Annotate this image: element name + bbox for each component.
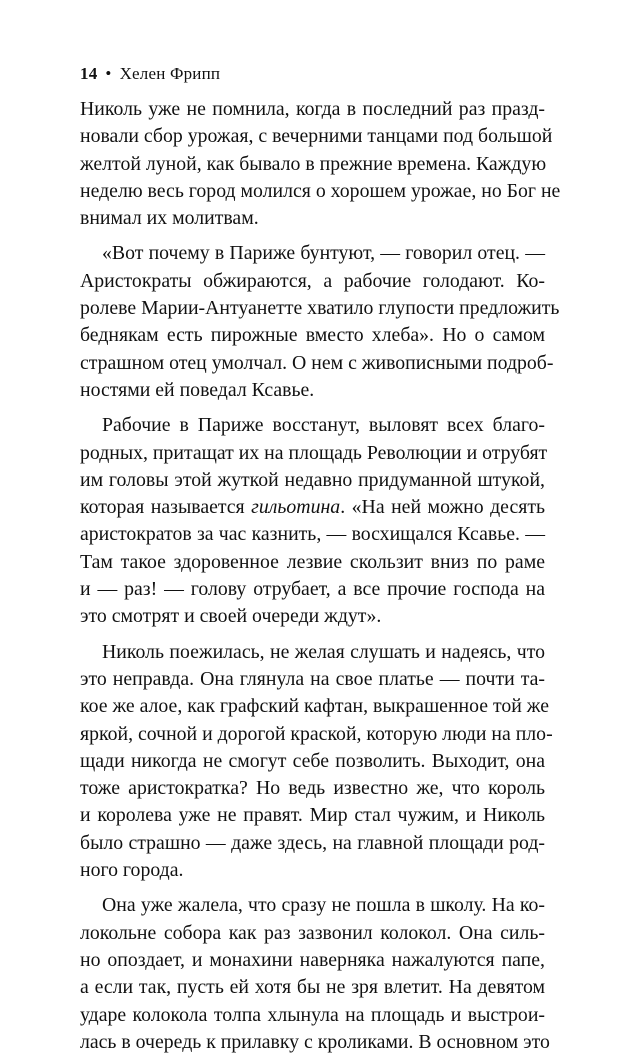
text-line: Там такое здоровенное лезвие скользит вниз по раме [80, 550, 545, 573]
text-line: ностями ей поведал Ксавье. [80, 378, 315, 401]
text-line: Николь уже не помнила, когда в последний раз празд- [80, 98, 545, 120]
paragraph-first-line: Она уже жалела, что сразу не пошла в школу. На ко- [102, 894, 545, 917]
paragraph-first-line: «Вот почему в Париже бунтуют, — говорил отец. — [102, 242, 545, 265]
text-line: аристократов за час казнить, — восхищался Ксавье. — [80, 523, 545, 546]
paragraph-first-line: Рабочие в Париже восстанут, выловят всех благо- [102, 414, 545, 437]
text-line: но опоздает, и монахини наверняка нажалуются папе, [80, 948, 545, 971]
text-line: желтой луной, как бывало в прежние времена. Каждую [80, 152, 547, 175]
text-line: страшном отец умолчал. О нем с живописными подроб- [80, 351, 554, 374]
text-line: тоже аристократка? Но ведь известно же, что король [80, 777, 545, 800]
text-line: локольне собора как раз зазвонил колокол. Она силь- [80, 921, 545, 944]
text-line: и — раз! — голову отрубает, а все прочие господа на [80, 578, 545, 601]
text-line: ролеве Марии-Антуанетте хватило глупости предложить [80, 297, 560, 320]
text-line: внимал их молитвам. [80, 207, 259, 230]
text-line [80, 494, 545, 521]
text-line: ударе колокола толпа хлынула на площадь и выстрои- [80, 1003, 545, 1026]
emphasized-word: гильотина [251, 496, 341, 519]
paragraph-first-line: Николь поежилась, не желая слушать и надеясь, что [102, 640, 545, 663]
author-name: Хелен Фрипп [119, 64, 221, 83]
text-line: родных, притащат их на площадь Революции и отрубят [80, 441, 548, 464]
text-line: а если так, пусть ей хотя бы не зря влетит. На девятом [80, 976, 545, 999]
running-header [80, 64, 220, 84]
body-text [80, 96, 561, 1056]
text-fragment: . «На ней можно десять [340, 496, 546, 519]
text-line: яркой, сочной и дорогой краской, которую люди на пло- [80, 722, 553, 745]
text-line: и королева уже не правят. Мир стал чужим, и Николь [80, 804, 545, 827]
text-line: щади никогда не смогут себе позволить. Выходит, она [80, 749, 545, 772]
text-line: было страшно — даже здесь, на главной площади род- [80, 831, 545, 854]
text-line: неделю весь город молился о хорошем урожае, но Бог не [80, 179, 561, 202]
header-separator: • [105, 64, 112, 83]
text-line: беднякам есть пирожные вместо хлеба». Но о самом [80, 324, 545, 347]
text-line: ного города. [80, 859, 184, 882]
text-line: лась в очередь к прилавку с кроликами. В основном это [80, 1030, 550, 1053]
text-line: кое же алое, как графский кафтан, выкрашенное той же [80, 695, 549, 718]
text-line: Аристократы обжираются, а рабочие голодают. Ко- [80, 269, 545, 292]
page-number: 14 [80, 64, 98, 83]
text-line: новали сбор урожая, с вечерними танцами под большой [80, 125, 553, 148]
text-fragment: которая называется [80, 496, 252, 519]
text-line: это неправда. Она глянула на свое платье — почти та- [80, 667, 545, 690]
text-line: это смотрят и своей очереди ждут». [80, 605, 382, 628]
text-line: им головы этой жуткой недавно придуманной штукой, [80, 468, 545, 491]
